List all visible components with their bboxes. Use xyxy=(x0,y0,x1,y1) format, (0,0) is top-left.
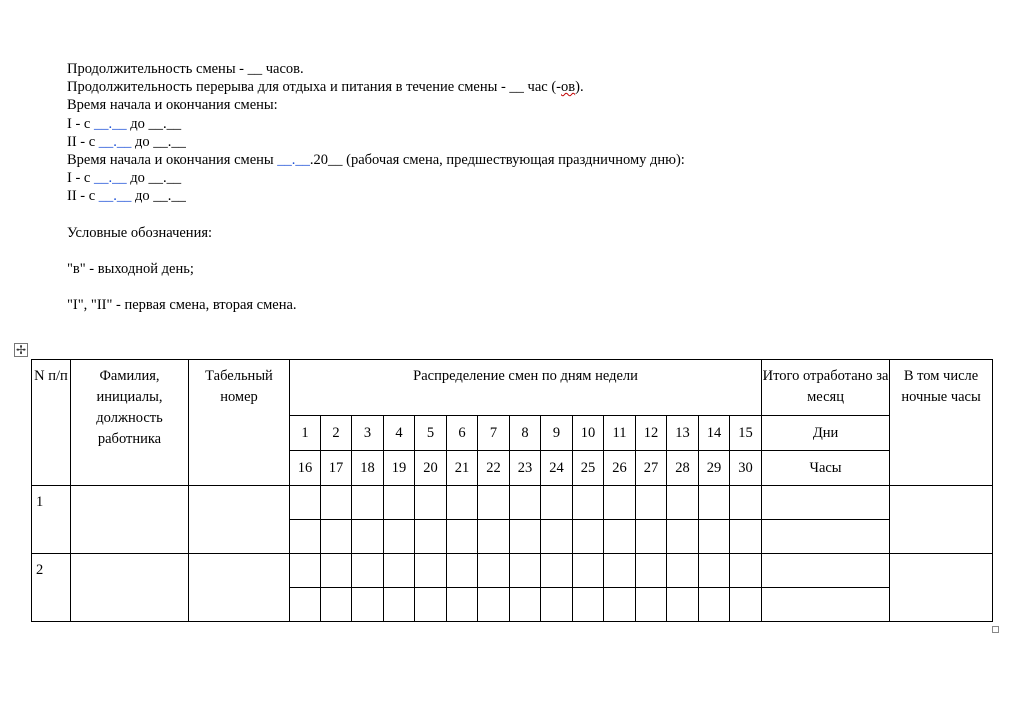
day-number: 21 xyxy=(447,451,478,486)
day-cell[interactable] xyxy=(290,520,321,554)
day-cell[interactable] xyxy=(604,486,636,520)
day-cell[interactable] xyxy=(321,520,352,554)
day-number: 28 xyxy=(667,451,699,486)
day-cell[interactable] xyxy=(730,520,762,554)
day-number: 13 xyxy=(667,416,699,451)
day-number: 8 xyxy=(510,416,541,451)
day-cell[interactable] xyxy=(290,554,321,588)
day-number: 25 xyxy=(573,451,604,486)
break-duration-line: Продолжительность перерыва для отдыха и питания в течение смены - __ час (-ов). xyxy=(67,79,584,96)
header-days: Дни xyxy=(762,416,890,451)
day-cell[interactable] xyxy=(447,588,478,622)
day-cell[interactable] xyxy=(510,588,541,622)
name-cell[interactable] xyxy=(71,486,189,554)
resize-handle-icon[interactable] xyxy=(992,626,999,633)
day-cell[interactable] xyxy=(636,520,667,554)
day-cell[interactable] xyxy=(730,588,762,622)
day-cell[interactable] xyxy=(510,554,541,588)
day-cell[interactable] xyxy=(573,486,604,520)
day-cell[interactable] xyxy=(352,486,384,520)
day-cell[interactable] xyxy=(352,554,384,588)
day-cell[interactable] xyxy=(667,588,699,622)
day-cell[interactable] xyxy=(699,520,730,554)
day-number: 19 xyxy=(384,451,415,486)
day-cell[interactable] xyxy=(699,554,730,588)
legend-shifts: "I", "II" - первая смена, вторая смена. xyxy=(67,297,297,314)
day-cell[interactable] xyxy=(699,588,730,622)
day-cell[interactable] xyxy=(730,554,762,588)
day-number: 10 xyxy=(573,416,604,451)
day-number: 11 xyxy=(604,416,636,451)
day-number: 18 xyxy=(352,451,384,486)
day-cell[interactable] xyxy=(573,588,604,622)
day-cell[interactable] xyxy=(541,486,573,520)
night-hours-cell[interactable] xyxy=(890,554,993,622)
day-cell[interactable] xyxy=(573,520,604,554)
day-cell[interactable] xyxy=(604,554,636,588)
day-number: 26 xyxy=(604,451,636,486)
day-cell[interactable] xyxy=(415,588,447,622)
date-field[interactable]: __.__ xyxy=(277,152,310,169)
row-number: 1 xyxy=(32,486,71,554)
day-cell[interactable] xyxy=(290,486,321,520)
day-cell[interactable] xyxy=(699,486,730,520)
shift-2-time: II - с __.__ до __.__ xyxy=(67,133,186,150)
day-number: 14 xyxy=(699,416,730,451)
day-number: 3 xyxy=(352,416,384,451)
day-number: 6 xyxy=(447,416,478,451)
day-cell[interactable] xyxy=(541,588,573,622)
day-cell[interactable] xyxy=(321,554,352,588)
day-cell[interactable] xyxy=(510,520,541,554)
day-cell[interactable] xyxy=(447,554,478,588)
pre-holiday-time-heading: Время начала и окончания смены __.__.20__ (рабочая смена, предшествующая праздничному дню): xyxy=(67,152,685,169)
day-cell[interactable] xyxy=(667,554,699,588)
day-number: 29 xyxy=(699,451,730,486)
tab-number-cell[interactable] xyxy=(189,486,290,554)
total-hours-cell[interactable] xyxy=(762,588,890,622)
day-number: 24 xyxy=(541,451,573,486)
total-days-cell[interactable] xyxy=(762,486,890,520)
day-cell[interactable] xyxy=(384,554,415,588)
day-cell[interactable] xyxy=(352,588,384,622)
day-number: 5 xyxy=(415,416,447,451)
day-number: 1 xyxy=(290,416,321,451)
day-cell[interactable] xyxy=(478,588,510,622)
day-cell[interactable] xyxy=(415,554,447,588)
schedule-table xyxy=(31,359,993,622)
day-number: 23 xyxy=(510,451,541,486)
day-number: 16 xyxy=(290,451,321,486)
shift-duration-line: Продолжительность смены - __ часов. xyxy=(67,61,304,77)
pre-holiday-shift-2-time: II - с __.__ до __.__ xyxy=(67,188,186,205)
day-cell[interactable] xyxy=(573,554,604,588)
shift-time-heading: Время начала и окончания смены: xyxy=(67,97,278,114)
row-number: 2 xyxy=(32,554,71,622)
day-number: 27 xyxy=(636,451,667,486)
header-distribution: Распределение смен по дням недели xyxy=(290,360,762,416)
time-field[interactable]: __.__ xyxy=(98,188,132,205)
day-cell[interactable] xyxy=(384,520,415,554)
day-cell[interactable] xyxy=(415,520,447,554)
time-field[interactable]: __.__ xyxy=(98,133,132,150)
day-cell[interactable] xyxy=(730,486,762,520)
day-number: 9 xyxy=(541,416,573,451)
header-tab-number: Табельный номер xyxy=(189,360,290,486)
day-cell[interactable] xyxy=(636,588,667,622)
day-cell[interactable] xyxy=(415,486,447,520)
day-cell[interactable] xyxy=(352,520,384,554)
day-cell[interactable] xyxy=(604,588,636,622)
day-cell[interactable] xyxy=(447,520,478,554)
pre-holiday-shift-1-time: I - с __.__ до __.__ xyxy=(67,170,182,187)
day-number: 17 xyxy=(321,451,352,486)
header-night-hours: В том числе ночные часы xyxy=(890,360,993,486)
day-cell[interactable] xyxy=(321,588,352,622)
tab-number-cell[interactable] xyxy=(189,554,290,622)
day-cell[interactable] xyxy=(636,554,667,588)
time-field[interactable]: __.__ xyxy=(93,170,127,187)
total-hours-cell[interactable] xyxy=(762,520,890,554)
day-cell[interactable] xyxy=(384,486,415,520)
header-hours: Часы xyxy=(762,451,890,486)
day-cell[interactable] xyxy=(478,520,510,554)
header-total: Итого отработано за месяц xyxy=(762,360,890,416)
legend-title: Условные обозначения: xyxy=(67,224,213,241)
shift-1-time: I - с __.__ до __.__ xyxy=(67,115,182,132)
header-number: N п/п xyxy=(32,360,71,486)
day-cell[interactable] xyxy=(541,554,573,588)
night-hours-cell[interactable] xyxy=(890,486,993,554)
name-cell[interactable] xyxy=(71,554,189,622)
document-text xyxy=(67,60,685,314)
day-cell[interactable] xyxy=(667,520,699,554)
day-cell[interactable] xyxy=(667,486,699,520)
move-icon[interactable]: ✢ xyxy=(15,343,27,357)
header-name: Фамилия, инициалы, должность работника xyxy=(71,360,189,486)
total-days-cell[interactable] xyxy=(762,554,890,588)
day-number: 2 xyxy=(321,416,352,451)
day-number: 30 xyxy=(730,451,762,486)
day-cell[interactable] xyxy=(290,588,321,622)
legend-day-off: "в" - выходной день; xyxy=(67,260,194,277)
day-cell[interactable] xyxy=(321,486,352,520)
day-number: 20 xyxy=(415,451,447,486)
day-cell[interactable] xyxy=(510,486,541,520)
day-cell[interactable] xyxy=(447,486,478,520)
day-cell[interactable] xyxy=(604,520,636,554)
time-field[interactable]: __.__ xyxy=(93,115,127,132)
day-number: 12 xyxy=(636,416,667,451)
day-number: 22 xyxy=(478,451,510,486)
day-cell[interactable] xyxy=(384,588,415,622)
day-cell[interactable] xyxy=(478,486,510,520)
day-number: 7 xyxy=(478,416,510,451)
day-cell[interactable] xyxy=(478,554,510,588)
day-cell[interactable] xyxy=(636,486,667,520)
day-number: 4 xyxy=(384,416,415,451)
day-number: 15 xyxy=(730,416,762,451)
day-cell[interactable] xyxy=(541,520,573,554)
